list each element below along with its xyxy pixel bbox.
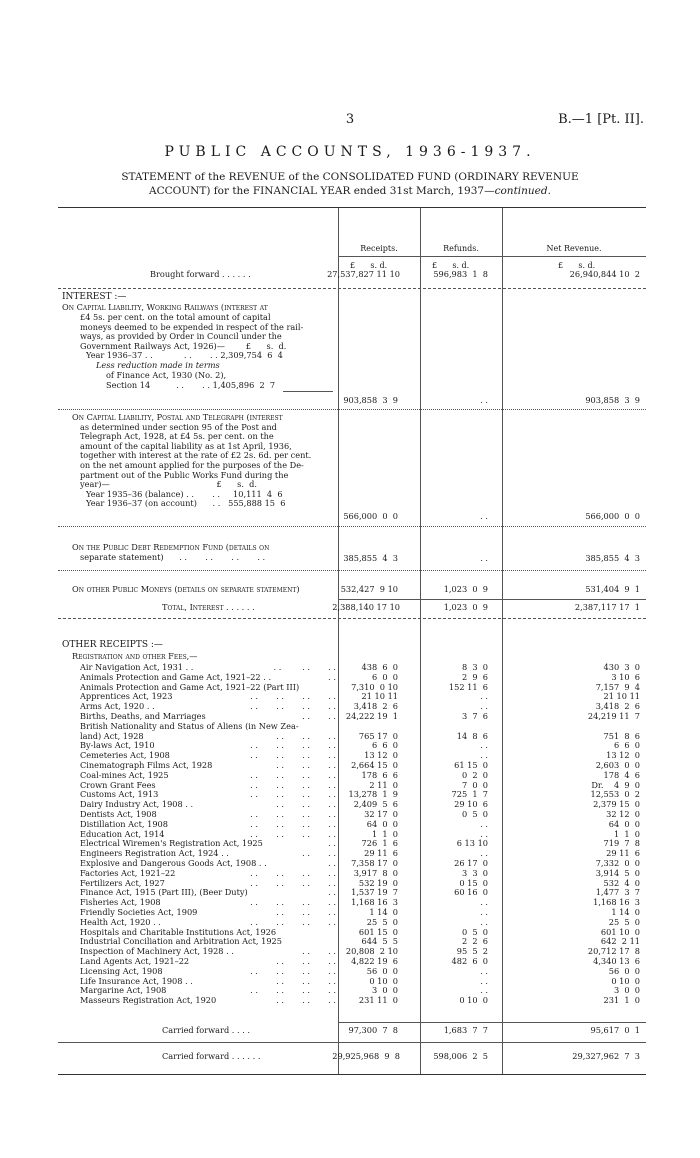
row-label: Education Act, 1914 <box>80 828 165 839</box>
row-refunds: 26 17 0 <box>454 858 488 868</box>
subtotal-rule <box>338 1022 646 1023</box>
units-refunds: £ s. d. <box>432 261 470 270</box>
row-leader-dots: . . . . . . . . <box>231 702 336 712</box>
row-net-revenue: 1 1 0 <box>613 828 640 839</box>
row-label: Inspection of Machinery Act, 1928 . . <box>80 946 234 957</box>
debt-redemption-amounts-row <box>58 554 646 564</box>
row-receipts: 1,168 16 3 <box>351 897 398 908</box>
row-receipts: 1,537 19 7 <box>351 887 398 898</box>
railways-net: 903,858 3 9 <box>585 395 640 405</box>
section-rule <box>58 570 646 571</box>
carried-forward-sub-row <box>58 1026 646 1036</box>
railways-refunds: . . <box>480 395 488 405</box>
row-label: Friendly Societies Act, 1909 <box>80 907 198 917</box>
row-label: Health Act, 1920 . . <box>80 916 161 927</box>
row-net-revenue: 3 0 0 <box>613 985 640 996</box>
row-leader-dots: . . <box>312 672 336 682</box>
row-receipts: 3 0 0 <box>371 985 398 996</box>
carried-forward-sub-receipts: 97,300 7 8 <box>348 1025 398 1035</box>
row-refunds: 14 8 6 <box>456 730 488 741</box>
row-net-revenue: 601 10 0 <box>600 926 640 937</box>
row-leader-dots: . . . . . . . . <box>231 917 336 927</box>
row-net-revenue: 0 10 0 <box>611 975 640 986</box>
row-net-revenue: 3,418 2 6 <box>595 701 640 712</box>
row-net-revenue: 642 2 11 <box>600 936 640 947</box>
row-receipts: 29 11 6 <box>364 848 398 859</box>
row-refunds: 0 2 0 <box>461 769 488 780</box>
row-leader-dots: . . . . . . <box>273 663 336 672</box>
row-receipts: 1 14 0 <box>369 907 398 917</box>
row-receipts: 231 11 0 <box>358 995 398 1006</box>
row-label: Masseurs Registration Act, 1920 <box>80 995 217 1006</box>
row-leader-dots: . . . . . . . . <box>237 868 336 878</box>
row-label: British Nationality and Status of Aliens (in New Zea- <box>80 720 299 731</box>
row-refunds: 7 0 0 <box>461 779 488 790</box>
row-refunds: . . <box>480 975 488 986</box>
row-leader-dots: . . <box>320 839 336 849</box>
row-net-revenue: 12,553 0 2 <box>590 789 640 800</box>
row-net-revenue: 751 8 6 <box>603 730 640 741</box>
row-label: land) Act, 1928 <box>80 730 144 741</box>
section-rule <box>58 526 646 527</box>
row-net-revenue: 4,340 13 6 <box>593 956 640 966</box>
table-row <box>58 918 646 928</box>
row-leader-dots: . . . . . . . . <box>229 751 336 761</box>
column-header-receipts: Receipts. <box>360 244 398 253</box>
row-net-revenue: 430 3 0 <box>603 662 640 672</box>
row-leader-dots: . . . . <box>286 947 336 957</box>
statement-line-2: ACCOUNT) for the FINANCIAL YEAR ended 31st March, 1937—continued. <box>149 185 551 197</box>
row-receipts: 601 15 0 <box>358 926 398 937</box>
row-net-revenue: 20,712 17 8 <box>587 946 640 957</box>
row-label: Animals Protection and Game Act, 1921–22 . . <box>80 671 272 682</box>
row-net-revenue: 1,477 3 7 <box>595 887 640 898</box>
row-refunds: . . <box>480 740 488 751</box>
row-label: Licensing Act, 1908 <box>80 965 163 976</box>
row-refunds: 60 16 0 <box>454 887 488 898</box>
total-interest-label: Total, Interest . . . . . . <box>162 602 255 612</box>
row-leader-dots: . . . . . . . . <box>224 780 336 790</box>
row-leader-dots: . . . . . . <box>268 996 336 1006</box>
row-refunds: . . <box>480 701 488 712</box>
row-refunds: 29 10 6 <box>454 799 488 810</box>
row-label: Explosive and Dangerous Goods Act, 1908 . . <box>80 858 267 868</box>
row-receipts: 2,409 5 6 <box>353 799 398 810</box>
carried-forward-receipts: 29,925,968 9 8 <box>332 1051 400 1061</box>
row-receipts: 765 17 0 <box>358 730 398 741</box>
row-leader-dots: . . . . . . . . <box>229 829 336 839</box>
row-leader-dots: . . . . . . <box>263 976 336 986</box>
row-receipts: 3,418 2 6 <box>353 701 398 712</box>
row-label: Life Insurance Act, 1908 . . <box>80 975 193 986</box>
brought-forward-refunds: 596,983 1 8 <box>433 269 488 279</box>
row-leader-dots: . . . . . . . . <box>231 986 336 996</box>
document-reference: B.—1 [Pt. II]. <box>558 112 644 127</box>
row-receipts: 56 0 0 <box>366 965 398 976</box>
debt-redemption-line-2: separate statement) . . . . . . . . <box>80 552 266 562</box>
row-net-revenue: 64 0 0 <box>608 818 640 829</box>
other-public-moneys-row <box>58 585 646 595</box>
row-refunds: . . <box>480 897 488 908</box>
header-rule <box>338 256 646 257</box>
row-refunds: . . <box>480 965 488 976</box>
row-leader-dots: . . . . . . <box>265 908 336 917</box>
row-net-revenue: 3,914 5 0 <box>595 867 640 878</box>
row-receipts: 3,917 8 0 <box>353 867 398 878</box>
debt-redemption-net: 385,855 4 3 <box>585 553 640 563</box>
row-label: Fertilizers Act, 1927 <box>80 877 165 888</box>
row-receipts: 0 10 0 <box>369 975 398 986</box>
row-refunds: 2 9 6 <box>461 671 488 682</box>
row-label: Dairy Industry Act, 1908 . . <box>80 799 194 810</box>
row-refunds: . . <box>480 828 488 839</box>
row-leader-dots: . . . . . . . . <box>226 741 336 751</box>
carried-forward-sub-refunds: 1,683 7 7 <box>443 1025 488 1035</box>
row-leader-dots: . . . . . . . . <box>231 878 336 888</box>
brought-forward-row <box>58 270 646 280</box>
other-public-moneys-label: On other Public Moneys (details on separate statement) <box>72 584 300 594</box>
row-label: By-laws Act, 1910 <box>80 740 155 751</box>
row-leader-dots: . . . . . . . . <box>239 692 336 702</box>
units-receipts: £ s. d. <box>350 261 388 270</box>
row-label: Crown Grant Fees <box>80 779 156 790</box>
row-receipts: 1 1 0 <box>371 828 398 839</box>
row-net-revenue: 1 14 0 <box>611 907 640 917</box>
row-net-revenue: 13 12 0 <box>606 750 640 761</box>
row-refunds: 0 5 0 <box>461 926 488 937</box>
carried-forward-net: 29,327,962 7 3 <box>572 1051 640 1061</box>
row-net-revenue: Dr. 4 9 0 <box>591 779 640 790</box>
railways-less-line: Less reduction made in terms <box>96 360 220 370</box>
row-label: Factories Act, 1921–22 <box>80 867 176 878</box>
row-net-revenue: 178 4 6 <box>603 769 640 780</box>
total-interest-row <box>58 603 646 613</box>
row-receipts: 21 10 11 <box>361 691 398 702</box>
postal-refunds: . . <box>480 511 488 521</box>
railways-year-line: Year 1936–37 . . . . . . 2,309,754 6 4 <box>86 350 283 360</box>
units-net: £ s. d. <box>558 261 596 270</box>
row-label: Air Navigation Act, 1931 . . <box>80 662 194 672</box>
row-net-revenue: 1,168 16 3 <box>593 897 640 908</box>
row-refunds: . . <box>480 818 488 829</box>
row-label: Industrial Conciliation and Arbitration Act, 1925 <box>80 936 282 947</box>
row-net-revenue: 29 11 6 <box>606 848 640 859</box>
debt-redemption-refunds: . . <box>480 553 488 563</box>
page-title: PUBLIC ACCOUNTS, 1936-1937. <box>164 144 536 160</box>
row-leader-dots: . . . . . . . . <box>226 810 336 819</box>
railways-sum-rule <box>283 391 333 392</box>
row-receipts: 24,222 19 1 <box>345 711 398 721</box>
row-net-revenue: 21 10 11 <box>603 691 640 702</box>
row-net-revenue: 532 4 0 <box>603 877 640 888</box>
row-leader-dots: . . . . . . . . <box>231 819 336 829</box>
row-receipts: 20,808 2 10 <box>345 946 398 957</box>
brought-forward-receipts: 27,537,827 11 10 <box>327 269 400 279</box>
table-row <box>58 967 646 977</box>
row-leader-dots: . . . . . . . . <box>226 790 336 800</box>
row-receipts: 726 1 6 <box>361 838 398 849</box>
row-receipts: 32 17 0 <box>364 809 398 819</box>
row-label: Cemeteries Act, 1908 <box>80 750 170 761</box>
row-leader-dots: . . <box>315 888 336 898</box>
row-receipts: 178 6 6 <box>361 769 398 780</box>
row-net-revenue: 231 1 0 <box>603 995 640 1006</box>
row-net-revenue: 2,603 0 0 <box>595 760 640 770</box>
row-receipts: 25 5 0 <box>366 916 398 927</box>
row-label: Customs Act, 1913 <box>80 789 159 800</box>
footer-rule <box>58 1042 646 1043</box>
brought-forward-label: Brought forward . . . . . . <box>150 269 251 279</box>
row-net-revenue: 6 6 0 <box>613 740 640 751</box>
statement-line-1: STATEMENT of the REVENUE of the CONSOLIDATED FUND (ORDINARY REVENUE <box>121 171 579 183</box>
postal-net: 566,000 0 0 <box>585 511 640 521</box>
row-leader-dots: . . . . . . . . <box>229 966 336 976</box>
table-row <box>58 673 646 683</box>
row-label: Fisheries Act, 1908 <box>80 897 161 908</box>
total-interest-refunds: 1,023 0 9 <box>443 602 488 612</box>
debt-redemption-receipts: 385,855 4 3 <box>343 553 398 563</box>
row-receipts: 13 12 0 <box>364 750 398 761</box>
carried-forward-sub-net: 95,617 0 1 <box>590 1025 640 1035</box>
row-refunds: 482 6 0 <box>451 956 488 966</box>
carried-forward-sub-label: Carried forward . . . . <box>162 1025 251 1035</box>
row-receipts: 2,664 15 0 <box>351 760 398 770</box>
page-number: 3 <box>345 112 355 127</box>
table-row <box>58 722 646 732</box>
total-rule <box>338 599 646 600</box>
row-net-revenue: 2,379 15 0 <box>593 799 640 810</box>
row-leader-dots: . . . . . . <box>250 731 336 741</box>
row-label: Distillation Act, 1908 <box>80 818 168 829</box>
row-leader-dots: . . . . . . <box>263 957 336 966</box>
table-row <box>58 869 646 879</box>
total-interest-receipts: 2,388,140 17 10 <box>332 602 400 612</box>
other-public-moneys-refunds: 1,023 0 9 <box>443 584 488 594</box>
carried-forward-refunds: 598,006 2 5 <box>433 1051 488 1061</box>
row-label: Electrical Wiremen's Registration Act, 1925 <box>80 838 263 849</box>
row-receipts: 4,822 19 6 <box>351 956 398 966</box>
row-net-revenue: 25 5 0 <box>608 916 640 927</box>
row-net-revenue: 3 10 6 <box>611 671 640 682</box>
row-leader-dots: . . . . . . <box>268 761 336 770</box>
row-refunds: . . <box>480 691 488 702</box>
row-leader-dots: . . <box>315 859 336 868</box>
row-receipts: 644 5 5 <box>361 936 398 947</box>
row-leader-dots: . . . . . . <box>263 800 336 810</box>
section-rule <box>58 288 646 289</box>
row-net-revenue: 24,219 11 7 <box>587 711 640 721</box>
row-receipts: 13,278 1 9 <box>348 789 398 800</box>
row-net-revenue: 56 0 0 <box>608 965 640 976</box>
row-receipts: 2 11 0 <box>369 779 398 790</box>
row-leader-dots: . . . . . . . . <box>229 770 336 780</box>
row-receipts: 64 0 0 <box>366 818 398 829</box>
row-refunds: 8 3 0 <box>461 662 488 672</box>
revenue-table <box>58 207 646 1075</box>
statement-heading <box>60 170 640 198</box>
row-label: Finance Act, 1915 (Part III), (Beer Duty) <box>80 887 248 898</box>
railways-amounts-row <box>58 396 646 406</box>
row-refunds: 725 1 7 <box>451 789 488 800</box>
row-leader-dots: . . . . <box>283 849 336 859</box>
table-row <box>58 820 646 830</box>
table-row <box>58 996 646 1006</box>
railways-detail: £4 5s. per cent. on the total amount of capital moneys deemed to be expended in respect of the rail- ways, as provided by Order in Council under the Government Railways Act, 1926)— £ s. d. <box>80 312 304 351</box>
row-refunds: . . <box>480 916 488 927</box>
row-refunds: 2 2 6 <box>461 936 488 947</box>
row-label: Land Agents Act, 1921–22 <box>80 956 190 966</box>
row-label: Animals Protection and Game Act, 1921–22 (Part III) <box>80 681 300 692</box>
total-interest-net: 2,387,117 17 1 <box>574 602 640 612</box>
row-refunds: 0 10 0 <box>459 995 488 1006</box>
row-net-revenue: 32 12 0 <box>606 809 640 819</box>
postal-receipts: 566,000 0 0 <box>343 511 398 521</box>
row-receipts: 6 6 0 <box>371 740 398 751</box>
postal-paragraph: On Capital Liability, Postal and Telegraph (interest as determined under section 95 of the Post and Telegraph Act, 1928, at £4 5s. per cent. on the amount of the capital liability as at 1st April, 1936, together with interest at the rate of £2 2s. 6d. per cent. on the net amount applied for the purposes of the De- partment out of the Public Works Fund during the year)— £ s. d. Year 1935–36 (balance) . . . . 10,111 4 6 Year 1936–37 (on account) . . 555,888 15 6 <box>72 412 312 509</box>
row-refunds: 3 7 6 <box>461 711 488 721</box>
other-receipts-heading: OTHER RECEIPTS :— <box>62 640 163 650</box>
row-label: Margarine Act, 1908 <box>80 985 167 996</box>
row-refunds: 61 15 0 <box>454 760 488 770</box>
row-refunds: 6 13 10 <box>456 838 488 849</box>
row-label: Engineers Registration Act, 1924 . . <box>80 848 229 859</box>
row-label: Arms Act, 1920 . . <box>80 701 155 712</box>
row-leader-dots: . . . . <box>283 712 336 721</box>
carried-forward-label: Carried forward . . . . . . <box>162 1051 261 1061</box>
railways-finance-act-line: of Finance Act, 1930 (No. 2), <box>106 370 227 380</box>
carried-forward-row <box>58 1052 646 1062</box>
row-receipts: 7,358 17 0 <box>351 858 398 868</box>
section-rule <box>58 618 646 619</box>
brought-forward-net: 26,940,844 10 2 <box>569 269 640 279</box>
row-refunds: 0 5 0 <box>461 809 488 819</box>
row-leader-dots: . . . . . . . . <box>229 898 336 908</box>
row-refunds: 95 5 2 <box>456 946 488 957</box>
row-label: Dentists Act, 1908 <box>80 809 157 819</box>
column-header-net-revenue: Net Revenue. <box>546 244 602 253</box>
row-refunds: 152 11 6 <box>448 681 488 692</box>
table-row <box>58 771 646 781</box>
row-label: Cinematograph Films Act, 1928 <box>80 760 213 770</box>
row-receipts: 7,310 0 10 <box>351 681 398 692</box>
row-refunds: 3 3 0 <box>461 867 488 878</box>
row-refunds: . . <box>480 907 488 917</box>
column-header-refunds: Refunds. <box>443 244 479 253</box>
row-receipts: 438 6 0 <box>361 662 398 672</box>
row-refunds: . . <box>480 750 488 761</box>
row-label: Coal-mines Act, 1925 <box>80 769 169 780</box>
registration-subheading: Registration and other Fees,— <box>72 651 198 661</box>
row-refunds: 0 15 0 <box>459 877 488 888</box>
row-label: Hospitals and Charitable Institutions Act, 1926 <box>80 926 277 937</box>
row-net-revenue: 7,332 0 0 <box>595 858 640 868</box>
railways-paragraph: On Capital Liability, Working Railways (interest at <box>62 302 268 312</box>
other-public-moneys-net: 531,404 9 1 <box>585 584 640 594</box>
interest-heading: INTEREST :— <box>62 292 127 302</box>
row-label: Apprentices Act, 1923 <box>80 691 173 702</box>
row-net-revenue: 719 7 8 <box>603 838 640 849</box>
railways-section-line: Section 14 . . . . 1,405,896 2 7 <box>106 380 276 390</box>
row-refunds: . . <box>480 848 488 859</box>
section-rule <box>58 409 646 410</box>
row-receipts: 6 0 0 <box>371 671 398 682</box>
postal-amounts-row <box>58 512 646 522</box>
row-refunds: . . <box>480 985 488 996</box>
other-public-moneys-receipts: 532,427 9 10 <box>340 584 398 594</box>
debt-redemption-line-1: On the Public Debt Redemption Fund (details on <box>72 542 270 552</box>
row-receipts: 532 19 0 <box>358 877 398 888</box>
row-label: Births, Deaths, and Marriages <box>80 711 206 721</box>
railways-receipts: 903,858 3 9 <box>343 395 398 405</box>
row-net-revenue: 7,157 9 4 <box>595 681 640 692</box>
